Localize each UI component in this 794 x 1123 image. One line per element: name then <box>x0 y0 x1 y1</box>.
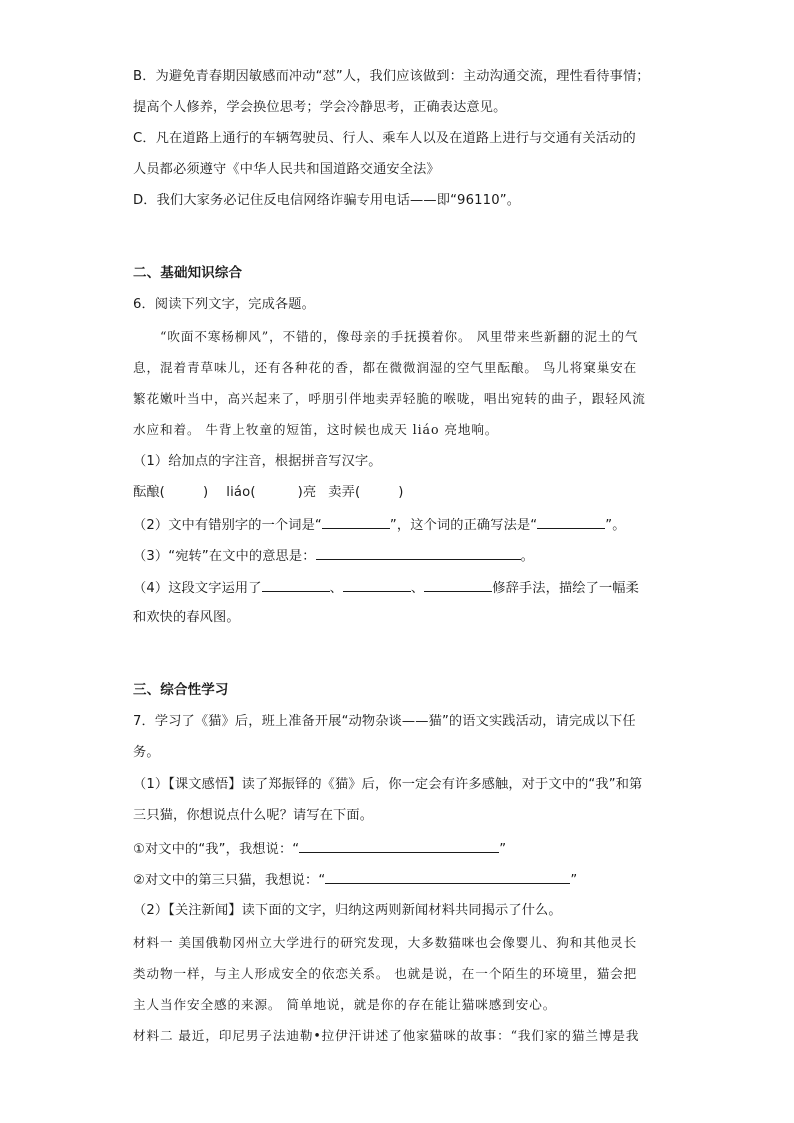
question-7-1-me-text: ” <box>499 842 507 857</box>
passage-line-4: 水应和着。 牛背上牧童的短笛，这时候也成天 liáo 亮地响。 <box>133 422 499 437</box>
material-1-line-1: 材料一 美国俄勒冈州立大学进行的研究发现，大多数猫咪也会像婴儿、狗和其他灵长 <box>133 935 638 950</box>
blank-wrong-word[interactable] <box>322 515 390 529</box>
question-7-line-1: 7．学习了《猫》后，班上准备开展“动物杂谈——猫”的语文实践活动，请完成以下任 <box>133 714 636 729</box>
passage-line-1: “吹面不寒杨柳风”，不错的，像母亲的手抚摸着你。 风里带来些新翻的泥土的气 <box>160 329 639 344</box>
paren-close: ) <box>202 485 209 500</box>
blank-rhetoric-1[interactable] <box>262 578 330 592</box>
question-7-1-cat-text: ” <box>570 873 578 888</box>
question-6-4-text: 修辞手法，描绘了一幅柔 <box>492 581 639 596</box>
question-6-3-row <box>133 546 534 566</box>
option-d-line: D．我们大家务必记住反电信网络诈骗专用电话——即“96110”。 <box>133 193 521 208</box>
word-liang: )亮 <box>297 485 317 500</box>
section-heading-basic-knowledge: 二、基础知识综合 <box>133 265 243 281</box>
material-1-line-2: 类动物一样，与主人形成安全的依恋关系。 也就是说，在一个陌生的环境里，猫会把 <box>133 966 638 981</box>
blank-wanzhuan-meaning[interactable] <box>316 546 521 560</box>
question-6-4-text: 、 <box>329 581 343 596</box>
question-6-prompt: 6．阅读下列文字，完成各题。 <box>133 297 315 312</box>
option-b-line-1: B．为避免青春期因敏感而冲动“怼”人，我们应该做到：主动沟通交流，理性看待事情； <box>133 69 650 84</box>
question-7-1-me-row <box>133 839 506 859</box>
option-c-line-1: C．凡在道路上通行的车辆驾驶员、行人、乘车人以及在道路上进行与交通有关活动的 <box>133 131 636 146</box>
question-6-2-text: （2）文中有错别字的一个词是“ <box>133 518 322 533</box>
question-7-1-cat-text: ②对文中的第三只猫，我想说：“ <box>133 873 326 888</box>
question-7-1-cat-row <box>133 870 577 890</box>
word-liao-label: liáo( <box>226 485 256 500</box>
section-heading-comprehensive-study: 三、综合性学习 <box>133 682 229 698</box>
word-yunniang-label: 酝酿( <box>133 485 165 500</box>
question-6-4-text: （4）这段文字运用了 <box>133 581 262 596</box>
question-6-3-text: 。 <box>520 549 534 564</box>
question-7-line-2: 务。 <box>133 745 160 760</box>
word-mainong-label: 卖弄( <box>328 485 361 500</box>
blank-rhetoric-2[interactable] <box>343 578 411 592</box>
question-6-1-answer-row <box>133 484 404 502</box>
blank-to-me[interactable] <box>299 839 499 853</box>
question-7-1-me-text: ①对文中的“我”，我想说：“ <box>133 842 300 857</box>
passage-line-2: 息，混着青草味儿，还有各种花的香，都在微微润湿的空气里酝酿。 鸟儿将窠巢安在 <box>133 360 638 375</box>
option-b-line-2: 提高个人修养，学会换位思考；学会冷静思考，正确表达意见。 <box>133 100 507 115</box>
blank-to-third-cat[interactable] <box>325 870 570 884</box>
question-6-1-prompt: （1）给加点的字注音，根据拼音写汉字。 <box>133 454 382 469</box>
question-6-2-text: ”，这个词的正确写法是“ <box>389 518 538 533</box>
option-c-line-2: 人员都必须遵守《中华人民共和国道路交通安全法》 <box>133 162 440 177</box>
question-7-1-line-1: （1）【课文感悟】读了郑振铎的《猫》后，你一定会有许多感触，对于文中的“我”和第 <box>133 777 643 792</box>
blank-correct-word[interactable] <box>537 515 605 529</box>
material-2-line-1: 材料二 最近，印尼男子法迪勒•拉伊汗讲述了他家猫咪的故事：“我们家的猫兰博是我 <box>133 1028 640 1043</box>
question-7-2-prompt: （2）【关注新闻】读下面的文字，归纳这两则新闻材料共同揭示了什么。 <box>133 903 562 918</box>
material-1-line-3: 主人当作安全感的来源。 简单地说，就是你的存在能让猫咪感到安心。 <box>133 997 557 1012</box>
blank-rhetoric-3[interactable] <box>424 578 492 592</box>
passage-line-3: 繁花嫩叶当中，高兴起来了，呼朋引伴地卖弄轻脆的喉咙，唱出宛转的曲子，跟轻风流 <box>133 391 646 406</box>
question-6-4-row <box>133 578 639 598</box>
question-6-2-row <box>133 515 626 535</box>
question-6-3-text: （3）“宛转”在文中的意思是： <box>133 549 316 564</box>
paren-close: ) <box>398 485 404 500</box>
question-6-4-line-2: 和欢快的春风图。 <box>133 610 240 625</box>
question-6-2-text: ”。 <box>605 518 626 533</box>
question-6-4-text: 、 <box>410 581 425 596</box>
question-7-1-line-2: 三只猫，你想说点什么呢？请写在下面。 <box>133 808 374 823</box>
